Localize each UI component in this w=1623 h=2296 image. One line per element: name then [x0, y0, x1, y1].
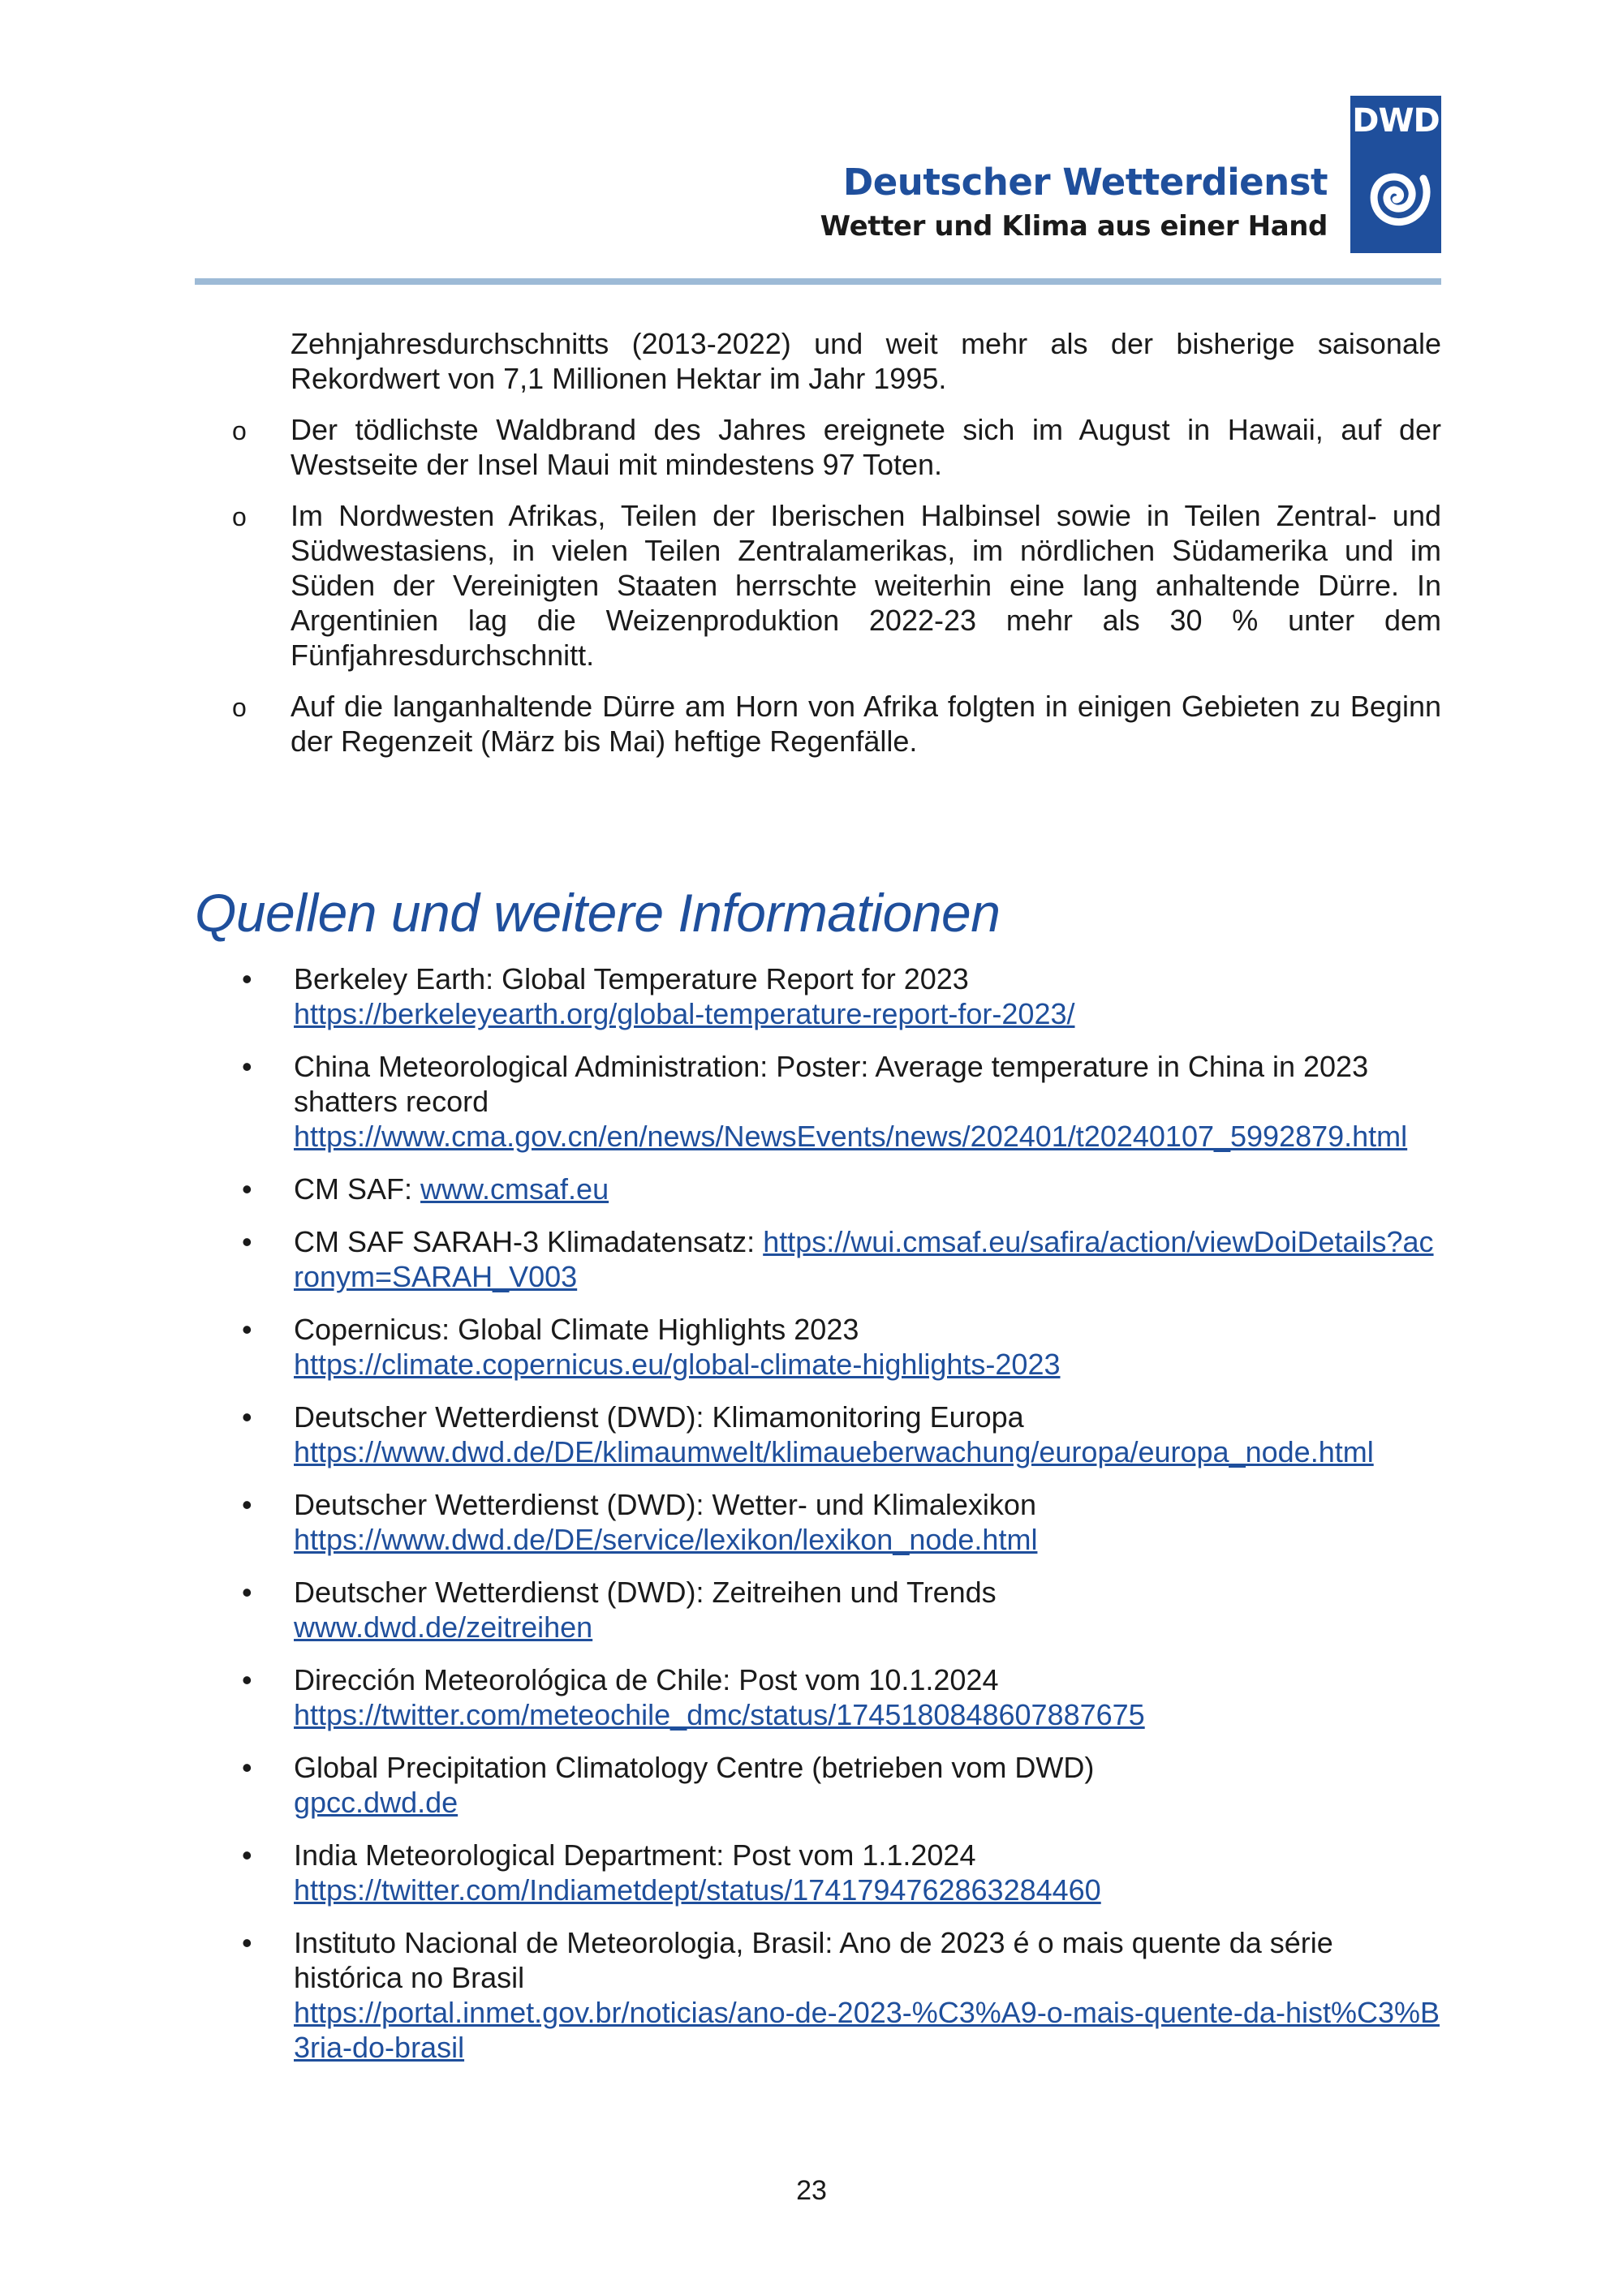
source-item — [195, 1575, 1441, 1645]
page-content — [195, 326, 1441, 2083]
source-item — [195, 1172, 1441, 1206]
sub-list-item — [195, 498, 1441, 673]
section-title: Quellen und weitere Informationen — [195, 883, 1001, 943]
sub-list-item-text: Auf die langanhaltende Dürre am Horn von Afrika folgten in einigen Gebieten zu Beginn der Regenzeit (März bis Mai) heftige Regenfälle. — [291, 690, 1441, 758]
source-item — [195, 1925, 1441, 2065]
source-item — [195, 1487, 1441, 1557]
source-label: Instituto Nacional de Meteorologia, Brasil: Ano de 2023 é o mais quente da série histórica no Brasil — [294, 1926, 1333, 1994]
sub-list-item — [195, 689, 1441, 759]
source-link[interactable]: https://climate.copernicus.eu/global-climate-highlights-2023 — [294, 1348, 1061, 1381]
source-label: Deutscher Wetterdienst (DWD): Klimamonitoring Europa — [294, 1400, 1024, 1434]
source-link[interactable]: https://www.dwd.de/DE/klimaumwelt/klimaueberwachung/europa/europa_node.html — [294, 1435, 1374, 1468]
source-link[interactable]: https://www.cma.gov.cn/en/news/NewsEvents/news/202401/t20240107_5992879.html — [294, 1120, 1408, 1153]
logo-text: DWD — [1352, 102, 1440, 140]
source-link[interactable]: https://twitter.com/meteochile_dmc/status/1745180848607887675 — [294, 1698, 1145, 1731]
source-item — [195, 1750, 1441, 1820]
source-link[interactable]: https://twitter.com/Indiametdept/status/1741794762863284460 — [294, 1873, 1101, 1907]
page-number: 23 — [796, 2175, 827, 2206]
sub-list — [195, 412, 1441, 759]
spiral-icon — [1355, 153, 1436, 243]
source-label: China Meteorological Administration: Poster: Average temperature in China in 2023 shatters record — [294, 1050, 1369, 1118]
bullet-icon: • — [242, 1838, 252, 1872]
source-item — [195, 1049, 1441, 1154]
source-item — [195, 1662, 1441, 1732]
sub-list-item-text: Der tödlichste Waldbrand des Jahres ereignete sich im August in Hawaii, auf der Westseite der Insel Maui mit mindestens 97 Toten. — [291, 413, 1441, 481]
bullet-icon: • — [242, 1488, 252, 1521]
bullet-icon: • — [242, 1926, 252, 1959]
source-link[interactable]: https://berkeleyearth.org/global-temperature-report-for-2023/ — [294, 997, 1075, 1030]
org-slogan: Wetter und Klima aus einer Hand — [820, 210, 1328, 243]
source-label: Berkeley Earth: Global Temperature Report for 2023 — [294, 962, 969, 995]
bullet-icon: • — [242, 1751, 252, 1784]
header-rule — [195, 278, 1441, 285]
circle-bullet-icon: o — [232, 502, 247, 531]
org-name: Deutscher Wetterdienst — [842, 161, 1328, 204]
source-link[interactable]: https://wui.cmsaf.eu/safira/action/viewDoiDetails?acronym=SARAH_V003 — [294, 1225, 1434, 1293]
source-label: Global Precipitation Climatology Centre (betrieben vom DWD) — [294, 1751, 1095, 1784]
sub-list-item — [195, 412, 1441, 482]
bullet-icon: • — [242, 1663, 252, 1696]
intro-continuation: Zehnjahresdurchschnitts (2013-2022) und weit mehr als der bisherige saisonale Rekordwert von 7,1 Millionen Hektar im Jahr 1995. — [291, 327, 1441, 395]
circle-bullet-icon: o — [232, 693, 247, 722]
bullet-icon: • — [242, 1576, 252, 1609]
source-link[interactable]: https://portal.inmet.gov.br/noticias/ano-de-2023-%C3%A9-o-mais-quente-da-hist%C3%B3ria-do-brasil — [294, 1996, 1440, 2064]
source-item — [195, 1838, 1441, 1907]
brand-text — [820, 161, 1328, 243]
source-item — [195, 1312, 1441, 1382]
bullet-icon: • — [242, 1313, 252, 1346]
source-link[interactable]: https://www.dwd.de/DE/service/lexikon/lexikon_node.html — [294, 1523, 1038, 1556]
bullet-icon: • — [242, 962, 252, 995]
dwd-logo — [1350, 96, 1441, 253]
circle-bullet-icon: o — [232, 416, 247, 445]
sources-list — [195, 961, 1441, 2065]
source-label: Deutscher Wetterdienst (DWD): Wetter- und Klimalexikon — [294, 1488, 1036, 1521]
source-link[interactable]: gpcc.dwd.de — [294, 1786, 458, 1819]
source-item — [195, 1224, 1441, 1294]
bullet-icon: • — [242, 1172, 252, 1206]
source-label: Dirección Meteorológica de Chile: Post vom 10.1.2024 — [294, 1663, 999, 1696]
sub-list-item-text: Im Nordwesten Afrikas, Teilen der Iberischen Halbinsel sowie in Teilen Zentral- und Südwestasiens, in vielen Teilen Zentralamerikas, im nördlichen Südamerika und im Süden der Vereinigten Staaten herrschte weiterhin eine lang anhaltende Dürre. In Argentinien lag die Weizenproduktion 2022-23 mehr als 30 % unter dem Fünfjahresdurchschnitt. — [291, 499, 1441, 672]
source-label: Deutscher Wetterdienst (DWD): Zeitreihen und Trends — [294, 1576, 997, 1609]
source-item — [195, 961, 1441, 1031]
source-label: CM SAF: — [294, 1172, 413, 1206]
source-label: CM SAF SARAH-3 Klimadatensatz: — [294, 1225, 756, 1258]
source-item — [195, 1400, 1441, 1469]
page-header — [195, 96, 1441, 287]
bullet-icon: • — [242, 1050, 252, 1083]
bullet-icon: • — [242, 1225, 252, 1258]
source-label: Copernicus: Global Climate Highlights 2023 — [294, 1313, 859, 1346]
bullet-icon: • — [242, 1400, 252, 1434]
source-label: India Meteorological Department: Post vom 1.1.2024 — [294, 1838, 976, 1872]
source-link[interactable]: www.cmsaf.eu — [420, 1172, 609, 1206]
source-link[interactable]: www.dwd.de/zeitreihen — [294, 1610, 593, 1644]
